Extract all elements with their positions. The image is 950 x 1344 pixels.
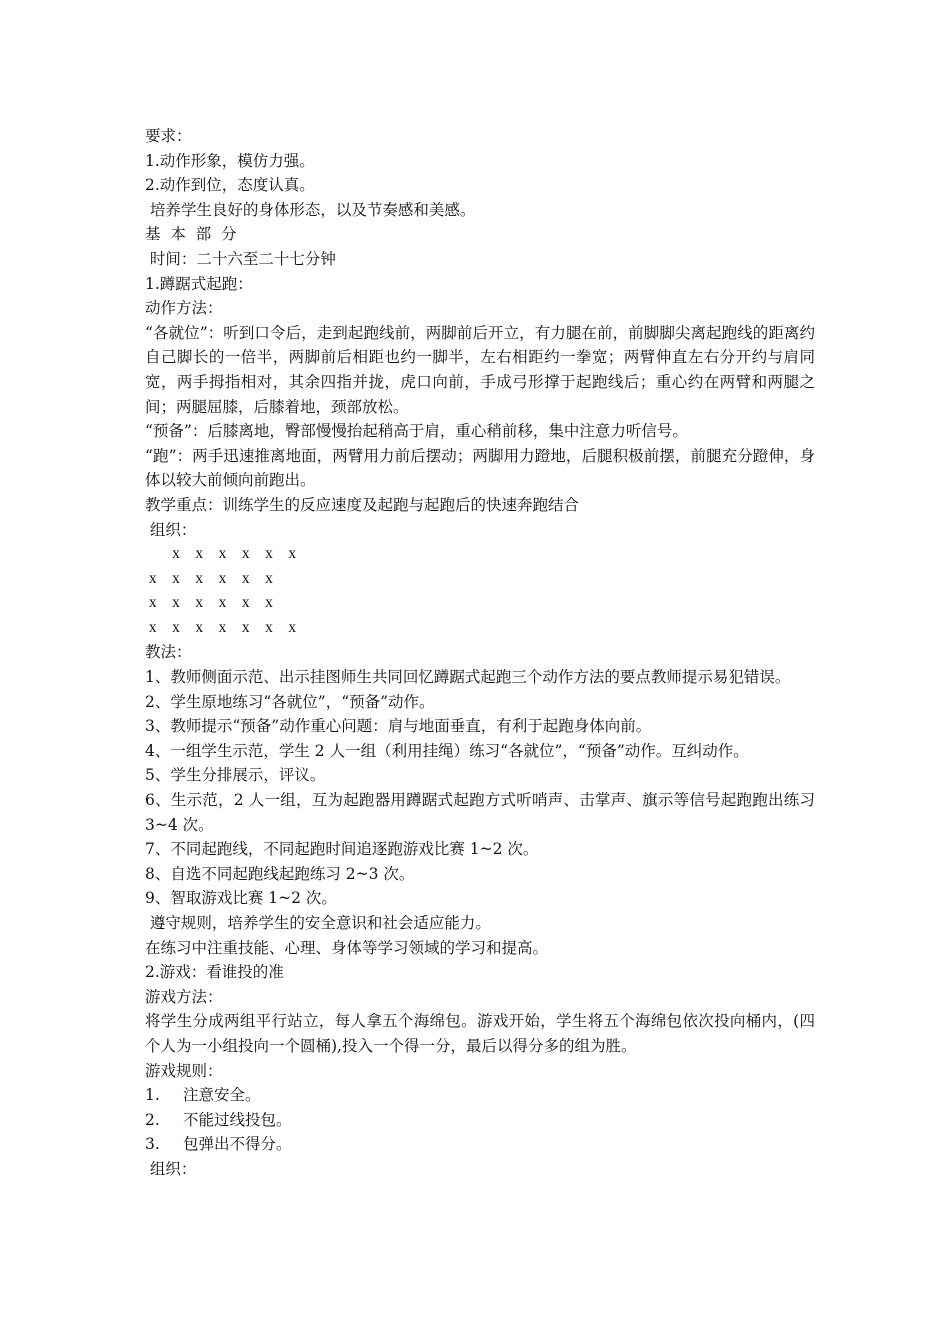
requirements-heading: 要求： [145, 127, 192, 145]
formation-row: x x x x x x x [145, 618, 297, 636]
formation-row: x x x x x x [145, 594, 273, 612]
game-rule-item [145, 1108, 815, 1133]
formation-row: x x x x x x [145, 569, 273, 587]
para-go: “跑”：两手迅速推离地面，两臂用力前后摆动；两脚用力蹬地，后腿积极前摆，前腿充分蹬伸，身体以较大前倾向前跑出。 [145, 446, 815, 490]
method-step: 5、学生分排展示，评议。 [145, 766, 326, 785]
method-step: 9、智取游戏比赛 1~2 次。 [145, 889, 337, 908]
topic-crouch-start: 1.蹲踞式起跑： [145, 274, 253, 293]
method-step: 7、不同起跑线，不同起跑时间追逐跑游戏比赛 1~2 次。 [145, 840, 539, 859]
method-step: 8、自选不同起跑线起跑练习 2~3 次。 [145, 864, 415, 883]
method-step: 1、教师侧面示范、出示挂图师生共同回忆蹲踞式起跑三个动作方法的要点教师提示易犯错误。 [145, 668, 791, 687]
formation-row: x x x x x x [145, 545, 297, 563]
game-method-text: 将学生分成两组平行站立，每人拿五个海绵包。游戏开始，学生将五个海绵包依次投向桶内，(四个人为一小组投向一个圆桶),投入一个得一分，最后以得分多的组为胜。 [145, 1012, 815, 1055]
game-rule-item [145, 1132, 815, 1157]
para-on-your-marks: “各就位”：听到口令后，走到起跑线前，两脚前后开立，有力腿在前，前脚脚尖离起跑线的距离约自己脚长的一倍半，两脚前后相距也约一脚半，左右相距约一拳宽；两臂伸直左右分开约与肩同宽，两手拇指相对，其余四指并拢，虎口向前，手成弓形撑于起跑线后；重心约在两臂和两腿之间；两腿屈膝，后膝着地，颈部放松。 [145, 323, 815, 416]
goal-learning: 在练习中注重技能、心理、身体等学习领域的学习和提高。 [145, 938, 549, 957]
section-heading-basic: 基 本 部 分 [145, 225, 237, 244]
rule-number: 3. [145, 1135, 160, 1154]
organization-label-2: 组织： [145, 1159, 197, 1178]
requirement-2: 2.动作到位，态度认真。 [145, 176, 315, 195]
rule-text: 包弹出不得分。 [183, 1135, 292, 1154]
rule-text: 注意安全。 [183, 1086, 261, 1105]
game-title: 2.游戏：看谁投的准 [145, 963, 284, 982]
game-method-label: 游戏方法： [145, 987, 223, 1006]
method-step: 6、生示范，2 人一组，互为起跑器用蹲踞式起跑方式听哨声、击掌声、旗示等信号起跑跑出练习 3~4 次。 [145, 791, 815, 834]
action-method-label: 动作方法： [145, 299, 223, 318]
method-step: 4、一组学生示范，学生 2 人一组（利用挂绳）练习“各就位”，“预备”动作。互纠动作。 [145, 741, 749, 760]
line-get-set: “预备”：后膝离地，臀部慢慢抬起稍高于肩，重心稍前移，集中注意力听信号。 [145, 422, 688, 441]
teaching-key-point: 教学重点：训练学生的反应速度及起跑与起跑后的快速奔跑结合 [145, 495, 580, 514]
game-rule-item [145, 1083, 815, 1108]
method-step: 3、教师提示“预备”动作重心问题：肩与地面垂直，有利于起跑身体向前。 [145, 717, 652, 736]
rule-number: 1. [145, 1086, 160, 1105]
requirement-1: 1.动作形象，模仿力强。 [145, 151, 315, 170]
organization-label: 组织： [145, 520, 197, 539]
document-page [145, 124, 815, 1182]
rule-number: 2. [145, 1110, 160, 1129]
goal-safety: 遵守规则，培养学生的安全意识和社会适应能力。 [145, 914, 491, 932]
rule-text: 不能过线投包。 [183, 1110, 292, 1129]
time-line: 时间：二十六至二十七分钟 [145, 249, 336, 268]
method-step: 2、学生原地练习“各就位”，“预备”动作。 [145, 692, 435, 711]
requirement-goal: 培养学生良好的身体形态，以及节奏感和美感。 [145, 200, 476, 219]
teaching-method-label: 教法： [145, 643, 192, 662]
game-rules-label: 游戏规则： [145, 1061, 223, 1080]
